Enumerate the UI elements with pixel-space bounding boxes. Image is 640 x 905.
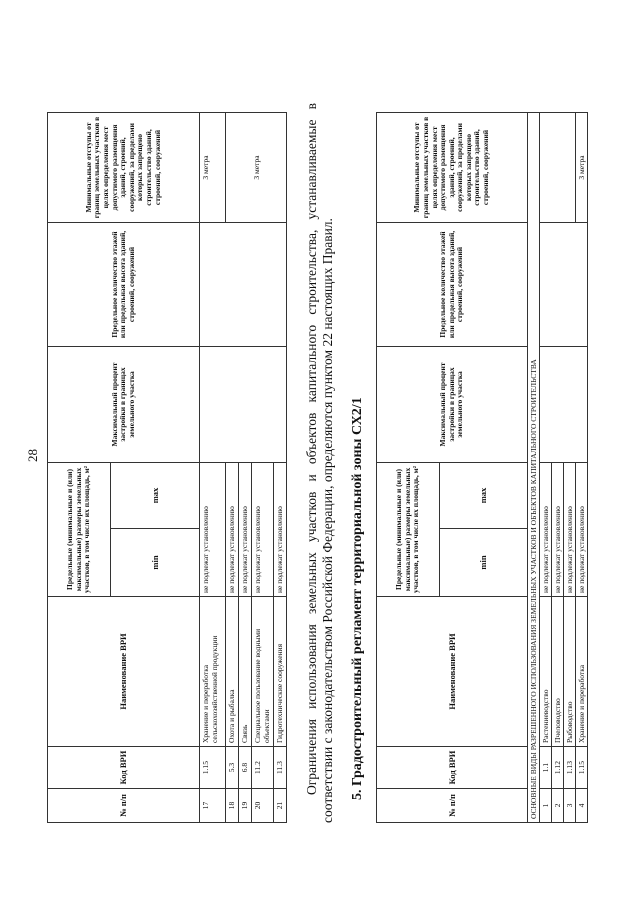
row-code: 1.15: [576, 747, 588, 789]
row-code: 11.2: [252, 747, 274, 789]
row-size: не подлежат установлению: [576, 462, 588, 596]
header-floors: Предельное количество этажей или предельная высота зданий, строений, сооружений: [377, 222, 528, 346]
regulation-table-2: [376, 112, 588, 823]
row-setback: 3 метра: [200, 112, 226, 222]
header-min: min: [440, 529, 528, 597]
header-num: № п/п: [377, 789, 528, 823]
row-code: 1.1: [540, 747, 552, 789]
table-row: [576, 112, 588, 822]
table-row: [540, 112, 552, 822]
row-size: не подлежат установлению: [274, 462, 287, 596]
row-size: не подлежат установлению: [200, 462, 226, 596]
row-num: 3: [564, 789, 576, 823]
row-floors: [540, 222, 588, 346]
row-num: 4: [576, 789, 588, 823]
row-code: 11.3: [274, 747, 287, 789]
header-size: Предельные (минимальные и (или) максимальные) размеры земельных участков, в том числе их площадь, м²: [377, 462, 440, 596]
row-code: 1.15: [200, 747, 226, 789]
header-size: Предельные (минимальные и (или) максимальные) размеры земельных участков, в том числе их площадь, м²: [48, 462, 111, 596]
row-name: Охота и рыбалка: [226, 597, 239, 747]
row-setback: [540, 112, 576, 222]
regulation-table-1: [47, 112, 287, 823]
row-num: 20: [252, 789, 274, 823]
row-name: Хранение и переработка сельскохозяйственной продукции: [200, 597, 226, 747]
row-code: 1.13: [564, 747, 576, 789]
row-name: Растениеводство: [540, 597, 552, 747]
row-size: не подлежат установлению: [239, 462, 252, 596]
table-row: [200, 112, 226, 822]
restrictions-paragraph: Ограничения использования земельных участков и объектов капитального строительства, устанавливаемые в соответствии с законодательством Российской Федерации, определяются пунктом 22 настоящих Правил.: [304, 103, 335, 823]
header-setback: Минимальные отступы от границ земельных участков в целях определения мест допустимого размещения зданий, строений, сооружений, за пределами которых запрещено строительство зданий, строений, сооружений: [377, 112, 528, 222]
row-name: Специальное пользование водными объектами: [252, 597, 274, 747]
row-floors: [200, 222, 287, 346]
header-floors: Предельное количество этажей или предельная высота зданий, строений, сооружений: [48, 222, 200, 346]
row-name: Рыбоводство: [564, 597, 576, 747]
row-size: не подлежат установлению: [552, 462, 564, 596]
row-code: 5.3: [226, 747, 239, 789]
section-heading: 5. Градостроительный регламент территориальной зоны СХ2/1: [350, 397, 365, 800]
page-number: 28: [25, 449, 40, 462]
row-size: не подлежат установлению: [540, 462, 552, 596]
row-num: 1: [540, 789, 552, 823]
row-name: Связь: [239, 597, 252, 747]
header-percent: Максимальный процент застройки в границах земельного участка: [377, 346, 528, 462]
row-code: 6.8: [239, 747, 252, 789]
row-num: 2: [552, 789, 564, 823]
header-max: max: [440, 462, 528, 528]
row-setback: 3 метра: [226, 112, 287, 222]
row-name: Хранение и переработка: [576, 597, 588, 747]
row-size: не подлежат установлению: [252, 462, 274, 596]
row-percent: [200, 346, 287, 462]
table-row: [226, 112, 239, 822]
row-name: Гидротехнические сооружения: [274, 597, 287, 747]
section-row: ОСНОВНЫЕ ВИДЫ РАЗРЕШЕННОГО ИСПОЛЬЗОВАНИЯ ЗЕМЕЛЬНЫХ УЧАСТКОВ И ОБЪЕКТОВ КАПИТАЛЬНОГО СТРОИТЕЛЬСТВА: [528, 112, 540, 822]
row-percent: [540, 346, 588, 462]
header-min: min: [111, 529, 200, 597]
row-setback: 3 метра: [576, 112, 588, 222]
header-max: max: [111, 462, 200, 528]
header-percent: Максимальный процент застройки в границах земельного участка: [48, 346, 200, 462]
row-size: не подлежат установлению: [564, 462, 576, 596]
header-code: Код ВРИ: [48, 747, 200, 789]
row-num: 21: [274, 789, 287, 823]
row-num: 17: [200, 789, 226, 823]
row-num: 18: [226, 789, 239, 823]
header-code: Код ВРИ: [377, 747, 528, 789]
row-num: 19: [239, 789, 252, 823]
header-setback: Минимальные отступы от границ земельных участков в целях определения мест допустимого размещения зданий, строений, сооружений, за пределами которых запрещено строительство зданий, строений, сооружений: [48, 112, 200, 222]
header-name: Наименование ВРИ: [377, 597, 528, 747]
row-name: Пчеловодство: [552, 597, 564, 747]
row-code: 1.12: [552, 747, 564, 789]
header-name: Наименование ВРИ: [48, 597, 200, 747]
row-size: не подлежат установлению: [226, 462, 239, 596]
header-num: № п/п: [48, 789, 200, 823]
